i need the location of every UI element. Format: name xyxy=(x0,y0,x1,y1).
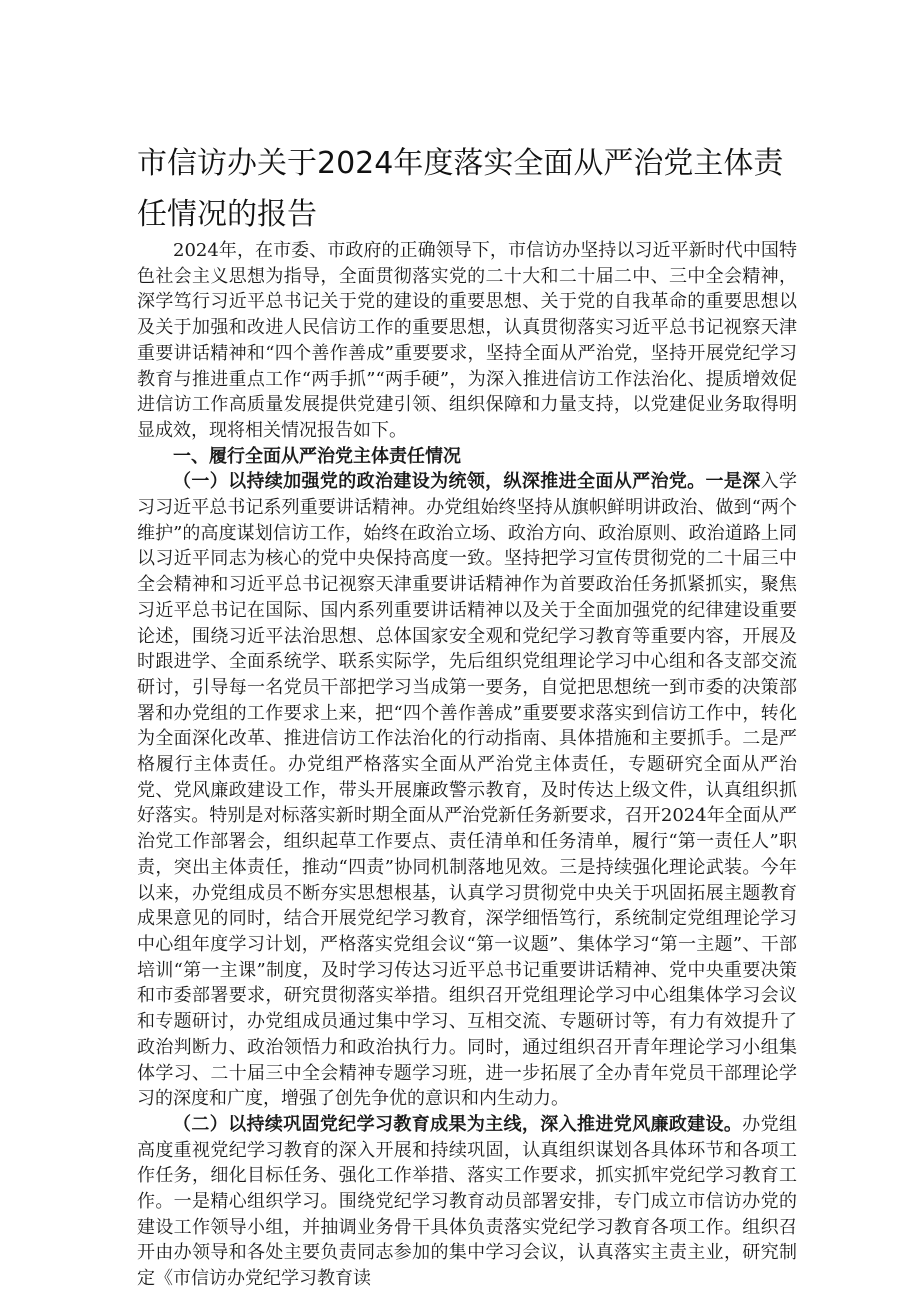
paragraph-2-text: 办党组高度重视党纪学习教育的深入开展和持续巩固，认真组织谋划各具体环节和各项工作任务，细化目标任务、强化工作举措、落实工作要求，抓实抓牢党纪学习教育工作。一是精心组织学习。围绕党纪学习教育动员部署安排，专门成立市信访办党的建设工作领导小组，并抽调业务骨干具体负责落实党纪学习教育各项工作。组织召开由办领导和各处主要负责同志参加的集中学习会议，认真落实主责主业，研究制定《市信访办党纪学习教育读 xyxy=(137,1113,798,1290)
section-heading: 一、履行全面从严治党主体责任情况 xyxy=(173,445,461,467)
document-title: 市信访办关于2024年度落实全面从严治党主体责任情况的报告 xyxy=(137,146,784,232)
paragraph-1-text: 入学习习近平总书记系列重要讲话精神。办党组始终坚持从旗帜鲜明讲政治、做到“两个维护”的高度谋划信访工作，始终在政治立场、政治方向、政治原则、政治道路上同以习近平同志为核心的党中央保持高度一致。坚持把学习宣传贯彻党的二十届三中全会精神和习近平总书记视察天津重要讲话精神作为首要政治任务抓紧抓实，聚焦习近平总书记在国际、国内系列重要讲话精神以及关于全面加强党的纪律建设重要论述，围绕习近平法治思想、总体国家安全观和党纪学习教育等重要内容，开展及时跟进学、全面系统学、联系实际学，先后组织党组理论学习中心组和各支部交流研讨，引导每一名党员干部把学习当成第一要务，自觉把思想统一到市委的决策部署和办党组的工作要求上来，把“四个善作善成”重要要求落实到信访工作中，转化为全面深化改革、推进信访工作法治化的行动指南、具体措施和主要抓手。二是严格履行主体责任。办党组严格落实全面从严治党主体责任，专题研究全面从严治党、党风廉政建设工作，带头开展廉政警示教育，及时传达上级文件，认真组织抓好落实。特别是对标落实新时期全面从严治党新任务新要求，召开2024年全面从严治党工作部署会，组织起草工作要点、责任清单和任务清单，履行“第一责任人”职责，突出主体责任，推动“四责”协同机制落地见效。三是持续强化理论武装。今年以来，办党组成员不断夯实思想根基，认真学习贯彻党中央关于巩固拓展主题教育成果意见的同时，结合开展党纪学习教育，深学细悟笃行，系统制定党组理论学习中心组年度学习计划，严格落实党组会议“第一议题”、集体学习“第一主题”、干部培训“第一主课”制度，及时学习传达习近平总书记重要讲话精神、党中央重要决策和市委部署要求，研究贯彻落实举措。组织召开党组理论学习中心组集体学习会议和专题研讨，办党组成员通过集中学习、互相交流、专题研讨等，有力有效提升了政治判断力、政治领悟力和政治执行力。同时，通过组织召开青年理论学习小组集体学习、二十届三中全会精神专题学习班，进一步拓展了全办青年党员干部理论学习的深度和广度，增强了创先争优的意识和内生动力。 xyxy=(137,471,798,1110)
paragraph-2 xyxy=(137,1112,797,1292)
paragraph-2-lead: （二）以持续巩固党纪学习教育成果为主线，深入推进党风廉政建设。 xyxy=(173,1113,743,1135)
intro-paragraph: 2024年，在市委、市政府的正确领导下，市信访办坚持以习近平新时代中国特色社会主义思想为指导，全面贯彻落实党的二十大和二十届二中、三中全会精神，深学笃行习近平总书记关于党的建设的重要思想、关于党的自我革命的重要思想以及关于加强和改进人民信访工作的重要思想，认真贯彻落实习近平总书记视察天津重要讲话精神和“四个善作善成”重要要求，坚持全面从严治党，坚持开展党纪学习教育与推进重点工作“两手抓”“两手硬”，为深入推进信访工作法治化、提质增效促进信访工作高质量发展提供党建引领、组织保障和力量支持，以党建促业务取得明显成效，现将相关情况报告如下。 xyxy=(137,240,797,441)
paragraph-1 xyxy=(137,469,797,1112)
paragraph-1-lead: （一）以持续加强党的政治建设为统领，纵深推进全面从严治党。一是深 xyxy=(173,471,761,493)
document-body xyxy=(137,238,797,1292)
